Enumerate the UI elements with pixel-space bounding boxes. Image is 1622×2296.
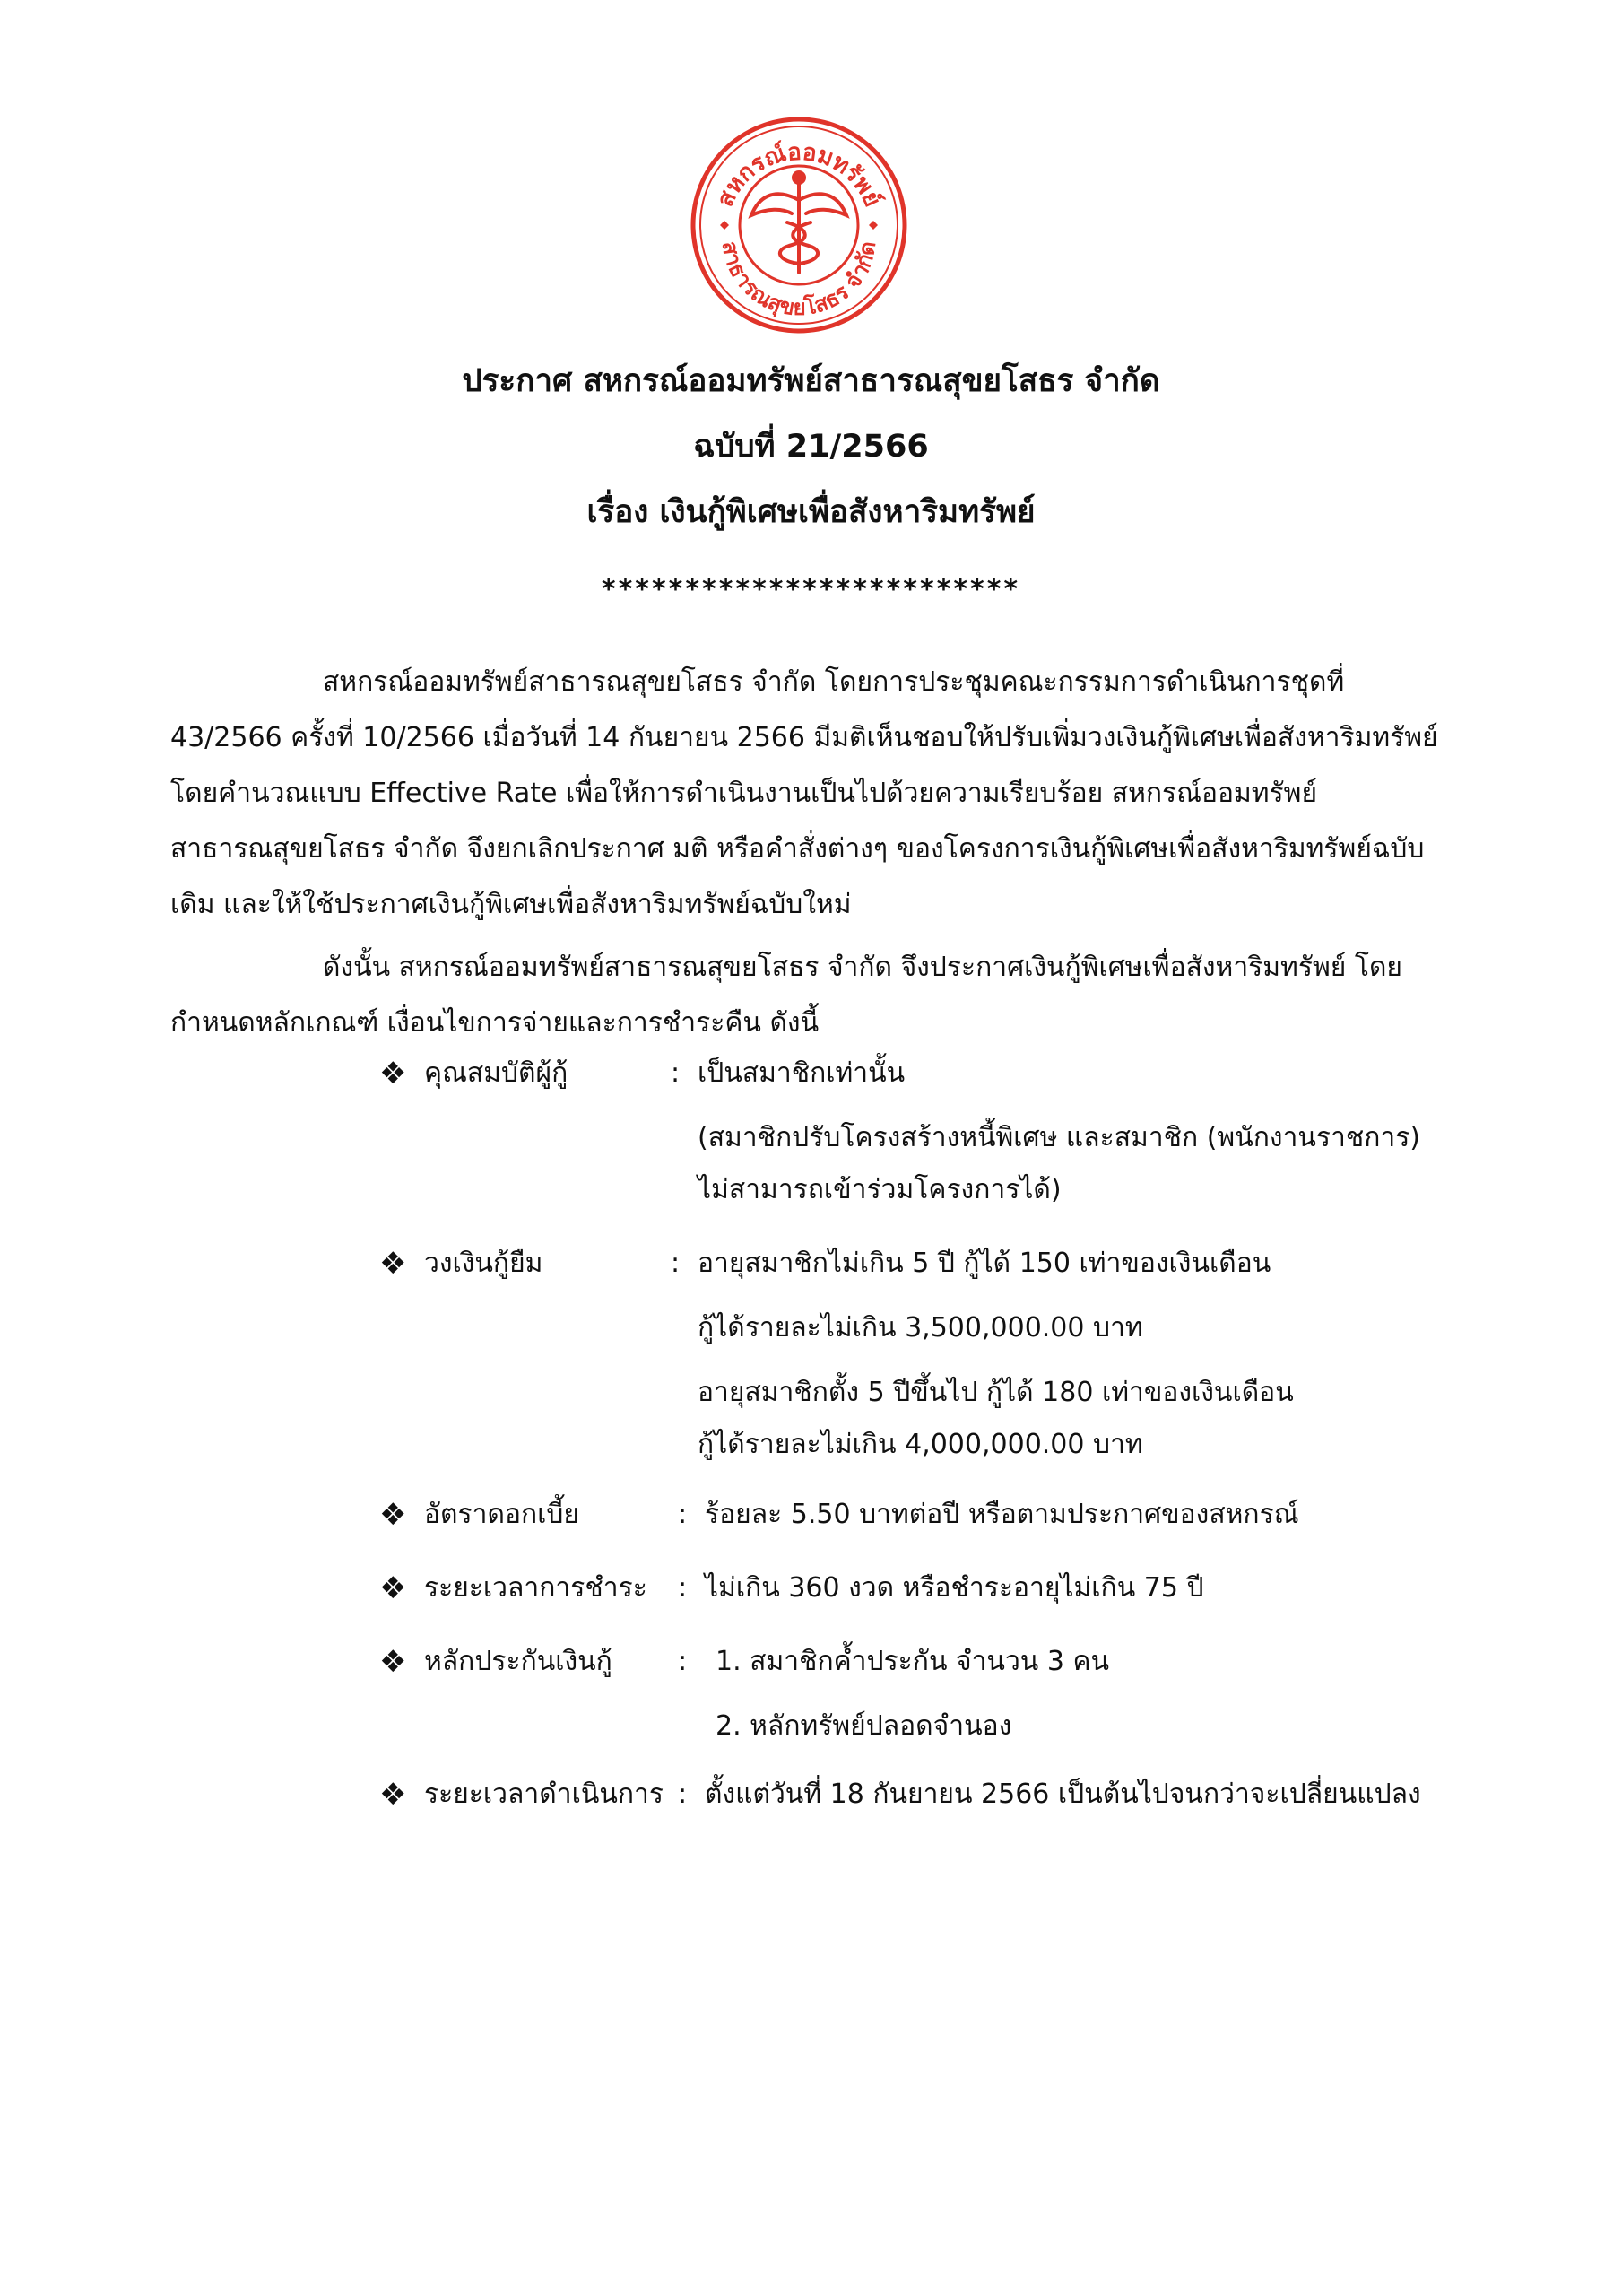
item-value	[705, 1769, 1421, 1821]
bullet-icon: ❖	[379, 1644, 407, 1680]
value-line: (สมาชิกปรับโครงสร้างหนี้พิเศษ และสมาชิก (พนักงานราชการ)	[698, 1122, 1421, 1153]
item-label: หลักประกันเงินกู้	[424, 1646, 612, 1677]
value-line: ร้อยละ 5.50 บาทต่อปี หรือตามประกาศของสหกรณ์	[705, 1499, 1299, 1530]
item-colon: :	[678, 1572, 688, 1604]
bullet-icon: ❖	[379, 1497, 407, 1533]
item-value	[716, 1636, 1109, 1752]
value-line: 1. สมาชิกค้ำประกัน จำนวน 3 คน	[716, 1646, 1110, 1677]
bullet-icon: ❖	[379, 1246, 407, 1282]
item-label: อัตราดอกเบี้ย	[424, 1499, 579, 1530]
item-label: ระยะเวลาการชำระ	[424, 1572, 647, 1604]
announcement-subject: เรื่อง เงินกู้พิเศษเพื่อสังหาริมทรัพย์	[586, 494, 1036, 530]
bullet-icon: ❖	[379, 1570, 407, 1606]
item-colon: :	[678, 1499, 688, 1530]
value-line: 2. หลักทรัพย์ปลอดจำนอง	[716, 1710, 1012, 1742]
item-value	[698, 1238, 1294, 1471]
item-value	[705, 1489, 1299, 1541]
value-line: ตั้งแต่วันที่ 18 กันยายน 2566 เป็นต้นไปจนกว่าจะเปลี่ยนแปลง	[705, 1779, 1421, 1810]
seal-text-bottom: สาธารณสุขยโสธร จำกัด	[716, 239, 881, 321]
item-value	[698, 1048, 1420, 1216]
separator-stars: *************************	[601, 574, 1021, 605]
value-line: ไม่เกิน 360 งวด หรือชำระอายุไม่เกิน 75 ปี	[705, 1572, 1204, 1604]
item-colon: :	[671, 1057, 681, 1089]
item-label: ระยะเวลาดำเนินการ	[424, 1779, 664, 1810]
body-paragraph-2: ดังนั้น สหกรณ์ออมทรัพย์สาธารณสุขยโสธร จำกัด จึงประกาศเงินกู้พิเศษเพื่อสังหาริมทรัพย์ โดยกำหนดหลักเกณฑ์ เงื่อนไขการจ่ายและการชำระคืน ดังนี้	[170, 952, 1403, 1039]
announcement-number: ฉบับที่ 21/2566	[693, 429, 929, 465]
item-label: วงเงินกู้ยืม	[424, 1248, 543, 1279]
item-colon: :	[678, 1646, 688, 1677]
value-line: กู้ได้รายละไม่เกิน 4,000,000.00 บาท	[698, 1429, 1143, 1460]
value-line: กู้ได้รายละไม่เกิน 3,500,000.00 บาท	[698, 1312, 1143, 1344]
item-colon: :	[678, 1779, 688, 1810]
caduceus-emblem	[751, 172, 846, 273]
item-label: คุณสมบัติผู้กู้	[424, 1057, 568, 1089]
value-line: อายุสมาชิกไม่เกิน 5 ปี กู้ได้ 150 เท่าของเงินเดือน	[698, 1248, 1271, 1279]
cooperative-seal	[689, 115, 909, 335]
value-line: เป็นสมาชิกเท่านั้น	[698, 1057, 906, 1089]
item-value	[705, 1562, 1204, 1614]
item-colon: :	[671, 1248, 681, 1279]
body-paragraph-1: สหกรณ์ออมทรัพย์สาธารณสุขยโสธร จำกัด โดยการประชุมคณะกรรมการดำเนินการชุดที่ 43/2566 ครั้งที่ 10/2566 เมื่อวันที่ 14 กันยายน 2566 มีมติเห็นชอบให้ปรับเพิ่มวงเงินกู้พิเศษเพื่อสังหาริมทรัพย์ โดยคำนวณแบบ Effective Rate เพื่อให้การดำเนินงานเป็นไปด้วยความเรียบร้อย สหกรณ์ออมทรัพย์สาธารณสุขยโสธร จำกัด จึงยกเลิกประกาศ มติ หรือคำสั่งต่างๆ ของโครงการเงินกู้พิเศษเพื่อสังหาริมทรัพย์ฉบับเดิม และให้ใช้ประกาศเงินกู้พิเศษเพื่อสังหาริมทรัพย์ฉบับใหม่	[170, 666, 1438, 920]
seal-star-left	[720, 221, 729, 230]
seal-star-right	[869, 221, 878, 230]
value-line: อายุสมาชิกตั้ง 5 ปีขึ้นไป กู้ได้ 180 เท่าของเงินเดือน	[698, 1377, 1294, 1408]
seal-text-top: สหกรณ์ออมทรัพย์	[711, 138, 887, 212]
value-line: ไม่สามารถเข้าร่วมโครงการได้)	[698, 1174, 1062, 1205]
announcement-title: ประกาศ สหกรณ์ออมทรัพย์สาธารณสุขยโสธร จำกัด	[462, 363, 1160, 399]
bullet-icon: ❖	[379, 1056, 407, 1091]
bullet-icon: ❖	[379, 1777, 407, 1813]
